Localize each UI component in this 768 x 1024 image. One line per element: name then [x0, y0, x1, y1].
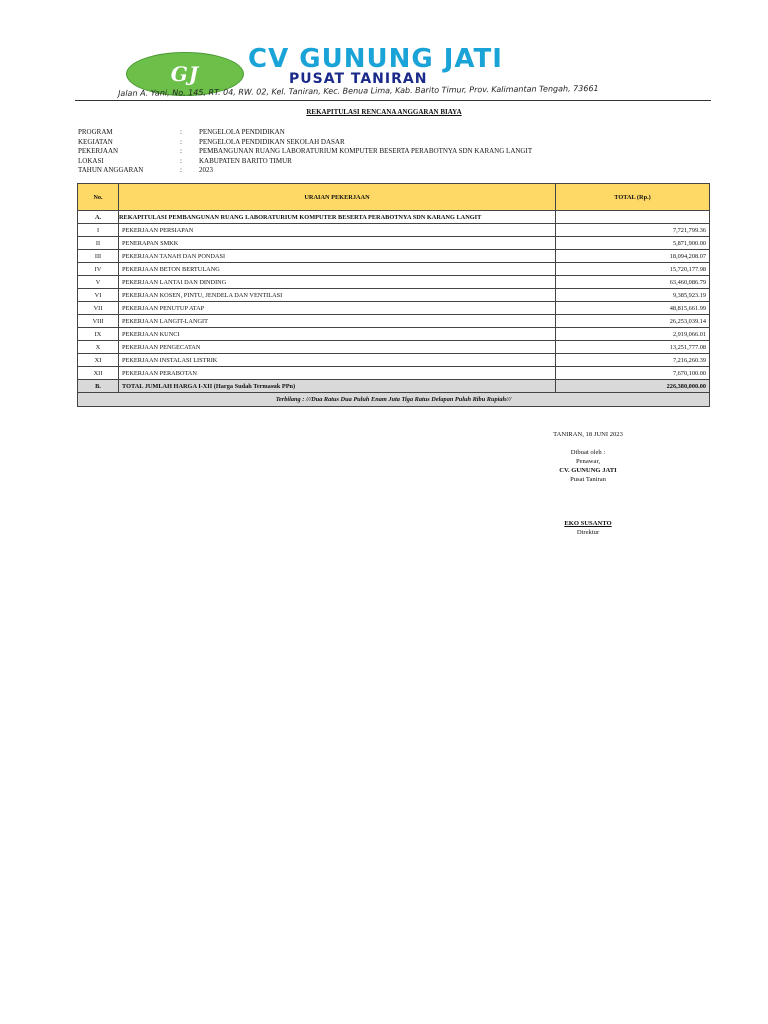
- summary-row: [78, 380, 710, 393]
- header-total: TOTAL (Rp.): [556, 184, 710, 211]
- row-no: X: [78, 341, 119, 354]
- group-description: REKAPITULASI PEMBANGUNAN RUANG LABORATURIUM KOMPUTER BESERTA PERABOTNYA SDN KARANG LANGIT: [119, 211, 556, 224]
- company-subtitle: PUSAT TANIRAN: [289, 71, 428, 87]
- amount-in-words-row: [78, 393, 710, 407]
- group-total: [556, 211, 710, 224]
- row-description: PEKERJAAN TANAH DAN PONDASI: [119, 250, 556, 263]
- row-total: 63,460,086.79: [556, 276, 710, 289]
- table-row: [78, 354, 710, 367]
- info-colon: :: [180, 156, 182, 165]
- table-row: [78, 250, 710, 263]
- row-no: VII: [78, 302, 119, 315]
- info-value: PENGELOLA PENDIDIKAN SEKOLAH DASAR: [199, 137, 345, 146]
- row-description: PEKERJAAN PENUTUP ATAP: [119, 302, 556, 315]
- row-description: PEKERJAAN LANTAI DAN DINDING: [119, 276, 556, 289]
- row-no: XII: [78, 367, 119, 380]
- row-description: PENERAPAN SMKK: [119, 237, 556, 250]
- project-info: [78, 128, 532, 176]
- info-key: KEGIATAN: [78, 137, 113, 146]
- made-by-label: Dibuat oleh :: [570, 449, 606, 456]
- row-no: V: [78, 276, 119, 289]
- row-description: PEKERJAAN KUNCI: [119, 328, 556, 341]
- table-row: [78, 367, 710, 380]
- row-no: VI: [78, 289, 119, 302]
- table-row: [78, 263, 710, 276]
- row-no: II: [78, 237, 119, 250]
- table-row: [78, 315, 710, 328]
- row-description: PEKERJAAN KOSEN, PINTU, JENDELA DAN VENTILASI: [119, 289, 556, 302]
- summary-description: TOTAL JUMLAH HARGA I-XII (Harga Sudah Termasuk PPn): [119, 380, 556, 393]
- row-total: 48,815,661.99: [556, 302, 710, 315]
- row-no: III: [78, 250, 119, 263]
- header-no: No.: [78, 184, 119, 211]
- recap-table: [77, 183, 710, 407]
- table-row: [78, 237, 710, 250]
- info-value: 2023: [199, 166, 213, 175]
- company-address: Jalan A. Yani, No. 145, RT. 04, RW. 02, Kel. Taniran, Kec. Benua Lima, Kab. Barito Timur, Prov. Kalimantan Tengah, 73661: [118, 83, 599, 98]
- signatory-branch: Pusat Taniran: [570, 476, 606, 483]
- row-total: 7,216,260.39: [556, 354, 710, 367]
- row-total: 7,721,799.36: [556, 224, 710, 237]
- info-key: PEKERJAAN: [78, 147, 119, 156]
- summary-total: 226,380,000.00: [556, 380, 710, 393]
- group-no: A.: [78, 211, 119, 224]
- info-value: PEMBANGUNAN RUANG LABORATURIUM KOMPUTER BESERTA PERABOTNYA SDN KARANG LANGIT: [199, 147, 533, 156]
- info-value: PENGELOLA PENDIDIKAN: [199, 128, 285, 136]
- info-row-pekerjaan: [78, 147, 532, 157]
- info-row-kegiatan: [78, 138, 532, 148]
- place-date: TANIRAN, 18 JUNI 2023: [553, 431, 623, 438]
- summary-no: B.: [78, 380, 119, 393]
- table-row: [78, 341, 710, 354]
- table-row: [78, 302, 710, 315]
- info-colon: :: [180, 137, 182, 146]
- row-no: XI: [78, 354, 119, 367]
- info-key: TAHUN ANGGARAN: [78, 166, 144, 175]
- row-description: PEKERJAAN PERABOTAN: [119, 367, 556, 380]
- row-total: 5,871,900.00: [556, 237, 710, 250]
- signatory-name: EKO SUSANTO: [564, 520, 612, 527]
- signatory-company: CV. GUNUNG JATI: [559, 467, 617, 474]
- info-value: KABUPATEN BARITO TIMUR: [199, 156, 292, 165]
- row-total: 9,385,923.19: [556, 289, 710, 302]
- row-description: PEKERJAAN LANGIT-LANGIT: [119, 315, 556, 328]
- table-row: [78, 328, 710, 341]
- row-total: 18,094,208.07: [556, 250, 710, 263]
- logo-text: GJ: [170, 62, 200, 86]
- table-header-row: [78, 184, 710, 211]
- signatory-position: Direktur: [576, 529, 600, 536]
- row-total: 26,253,039.14: [556, 315, 710, 328]
- table-row: [78, 289, 710, 302]
- row-total: 15,720,177.98: [556, 263, 710, 276]
- info-row-tahun-anggaran: [78, 166, 532, 176]
- row-total: 2,919,066.01: [556, 328, 710, 341]
- info-row-lokasi: [78, 157, 532, 167]
- row-no: IX: [78, 328, 119, 341]
- info-colon: :: [180, 166, 182, 175]
- row-description: PEKERJAAN BETON BERTULANG: [119, 263, 556, 276]
- info-key: LOKASI: [78, 156, 104, 165]
- header-divider: [75, 100, 711, 101]
- row-description: PEKERJAAN PENGECATAN: [119, 341, 556, 354]
- row-no: IV: [78, 263, 119, 276]
- amount-in-words: Terbilang : ///Dua Ratus Dua Puluh Enam Juta Tiga Ratus Delapan Puluh Ribu Rupiah///: [78, 393, 710, 407]
- row-total: 13,251,777.08: [556, 341, 710, 354]
- row-no: I: [78, 224, 119, 237]
- info-key: PROGRAM: [78, 128, 113, 136]
- header-description: URAIAN PEKERJAAN: [119, 184, 556, 211]
- table-row: [78, 276, 710, 289]
- info-colon: :: [180, 147, 182, 156]
- company-name: CV GUNUNG JATI: [248, 44, 503, 74]
- info-row-program: [78, 128, 532, 138]
- bidder-role: Penawar,: [575, 458, 601, 465]
- row-description: PEKERJAAN PERSIAPAN: [119, 224, 556, 237]
- row-total: 7,670,100.00: [556, 367, 710, 380]
- table-row: [78, 224, 710, 237]
- document-title: REKAPITULASI RENCANA ANGGARAN BIAYA: [306, 108, 462, 116]
- row-no: VIII: [78, 315, 119, 328]
- row-description: PEKERJAAN INSTALASI LISTRIK: [119, 354, 556, 367]
- info-colon: :: [180, 128, 182, 136]
- group-row: [78, 211, 710, 224]
